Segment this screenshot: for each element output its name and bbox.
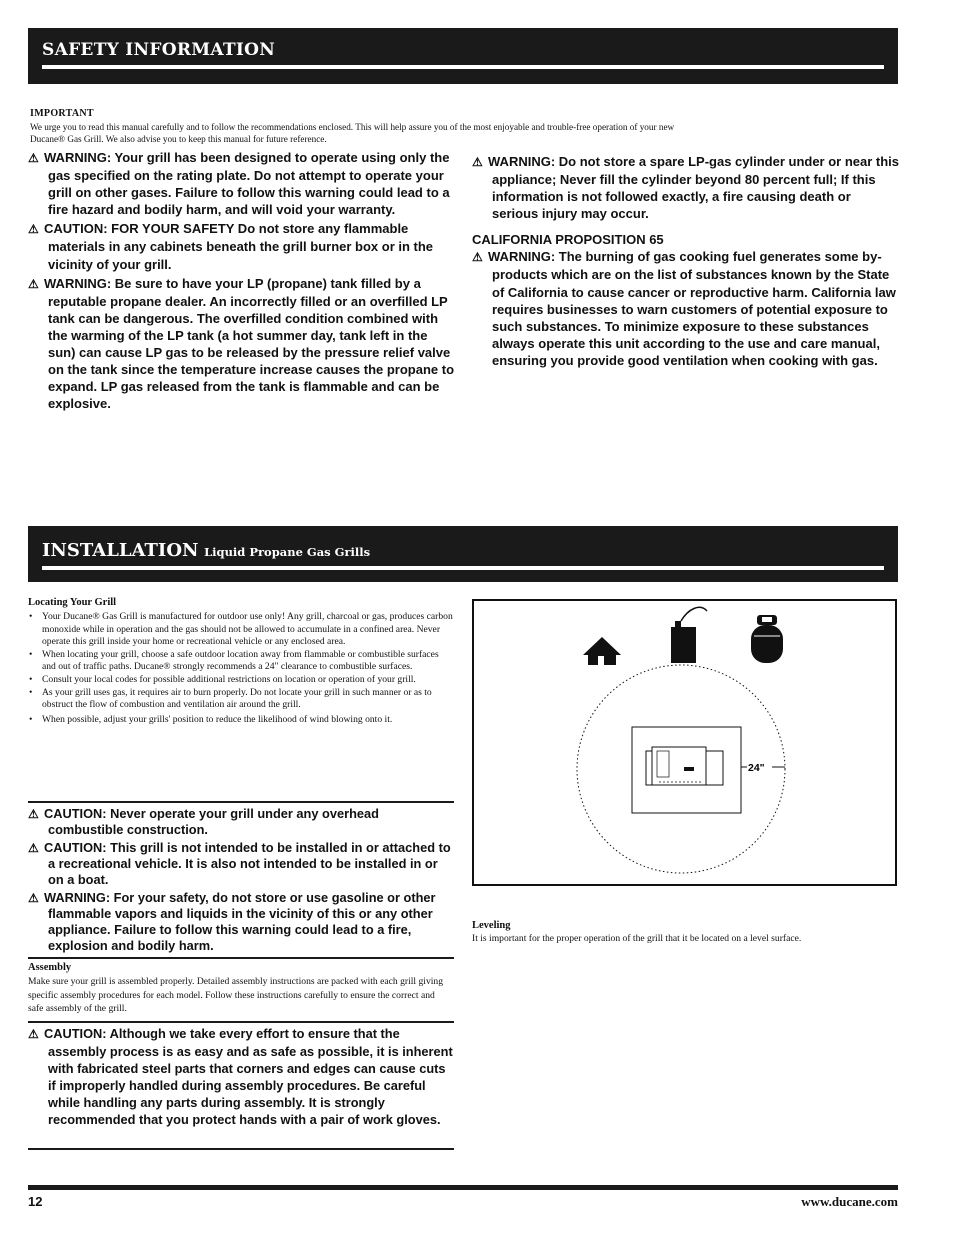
important-text-1: We urge you to read this manual carefully and to follow the recommendations enclosed. This will help assure you of the most enjoyable and trouble-free operation of your new: [30, 122, 675, 132]
divider: [28, 1021, 454, 1023]
footer-url[interactable]: www.ducane.com: [801, 1194, 898, 1209]
warning-text: CAUTION: This grill is not intended to be installed in or attached to a recreational vehicle. It is also not intended to be installed in or on a boat.: [44, 840, 451, 887]
installation-banner: [28, 526, 898, 582]
warning-triangle-icon: ⚠: [28, 1027, 39, 1041]
list-item: • When possible, adjust your grills' position to reduce the likelihood of wind blowing onto it.: [28, 712, 454, 728]
prop65-heading: CALIFORNIA PROPOSITION 65: [472, 232, 664, 248]
warning-lp-tank: [28, 275, 456, 413]
caution-rv-boat: [28, 840, 456, 888]
warning-triangle-icon: ⚠: [28, 276, 39, 291]
important-text-2: Ducane® Gas Grill. We also advise you to keep this manual for future reference.: [30, 134, 327, 144]
warning-text: WARNING: Your grill has been designed to operate using only the gas specified on the rating plate. Do not attempt to operate your grill on other gases. Failure to follow this warning could lead to a fire hazard and bodily harm, and will void your warranty.: [44, 150, 450, 218]
list-item: • Your Ducane® Gas Grill is manufactured for outdoor use only! Any grill, charcoal or gas, produces carbon monoxide while in operation and the gas should not be allowed to accumulate in a confined area. Never operate this grill inside your home or recreational vehicle or any enclosed area.: [28, 611, 454, 649]
propane-tank-icon: [751, 615, 783, 663]
warning-spare-cylinder: [472, 153, 900, 222]
grill-icon: [671, 607, 707, 663]
caution-flammable-storage: [28, 220, 456, 272]
safety-title: SAFETY INFORMATION: [42, 40, 276, 60]
footer-bar: [28, 1185, 898, 1190]
warning-text: WARNING: For your safety, do not store or use gasoline or other flammable vapors and liquids in the vicinity of this or any other appliance. Failure to follow this warning could lead to a fire, explosion and bodily harm.: [44, 890, 436, 953]
warning-triangle-icon: ⚠: [472, 250, 483, 265]
safety-left-column: [28, 149, 456, 412]
caution-overhead: [28, 806, 456, 838]
divider: [28, 801, 454, 803]
installation-title: [42, 540, 370, 561]
page-number: 12: [28, 1194, 43, 1209]
grill-top-view: [632, 727, 741, 813]
warning-gas-type: [28, 149, 456, 218]
clearance-label: 24": [748, 762, 765, 774]
list-item: • When locating your grill, choose a safe outdoor location away from flammable or combustible surfaces and out of traffic paths. Ducane® strongly recommends a 24" clearance to combustible surfaces.: [28, 649, 454, 674]
installation-title-main: INSTALLATION: [42, 540, 199, 561]
warning-triangle-icon: ⚠: [28, 841, 39, 855]
list-item: • Consult your local codes for possible additional restrictions on location or operation of your grill.: [28, 674, 454, 687]
locating-heading: Locating Your Grill: [28, 597, 117, 608]
divider: [28, 957, 454, 959]
clearance-diagram: [472, 599, 897, 886]
warning-text: CAUTION: Although we take every effort to ensure that the assembly process is as easy and as safe as possible, it is inherent with fabricated steel parts that corners and edges can cause cuts if improperly handled during assembly procedures. Be careful while handling any parts during assembly. It is strongly recommended that you protect hands with a pair of work gloves.: [44, 1026, 453, 1127]
clearance-diagram-svg: [474, 601, 895, 884]
warning-triangle-icon: ⚠: [472, 155, 483, 169]
leveling-heading: Leveling: [472, 920, 511, 931]
caution-assembly: [28, 1025, 456, 1128]
warning-triangle-icon: ⚠: [28, 807, 39, 821]
locating-list: [28, 611, 454, 728]
warning-triangle-icon: ⚠: [28, 891, 39, 905]
warning-prop65: [472, 248, 900, 369]
important-heading: IMPORTANT: [30, 108, 94, 119]
warning-gasoline: [28, 890, 456, 954]
list-item: • As your grill uses gas, it requires air to burn properly. Do not locate your grill in such manner or as to obstruct the flow of combustion and ventilation air around the grill.: [28, 687, 454, 712]
assembly-heading: Assembly: [28, 962, 72, 973]
warning-text: WARNING: Be sure to have your LP (propane) tank filled by a reputable propane dealer. An incorrectly filled or an overfilled LP tank can be dangerous. The overfilled condition combined with the warming of the LP tank (a hot summer day, tank left in the sun) can cause LP gas to be released by the pressure relief valve on the tank since the temperature increase causes the propane to expand. LP gas released from the tank is flammable and can be explosive.: [44, 275, 455, 412]
house-icon: [583, 637, 621, 665]
assembly-text: Make sure your grill is assembled properly. Detailed assembly instructions are packed with each grill giving specific assembly procedures for each model. Follow these instructions carefully to ensure the correct and safe assembly of the grill.: [28, 976, 443, 1014]
installation-subtitle: Liquid Propane Gas Grills: [204, 545, 371, 559]
safety-right-column: [472, 153, 900, 369]
installation-cautions: [28, 806, 456, 954]
warning-triangle-icon: ⚠: [28, 151, 39, 165]
warning-text: CAUTION: Never operate your grill under any overhead combustible construction.: [44, 806, 379, 837]
divider: [28, 1148, 454, 1150]
warning-text: CAUTION: FOR YOUR SAFETY Do not store any flammable materials in any cabinets beneath the grill burner box or in the vicinity of your grill.: [44, 221, 434, 272]
leveling-text: It is important for the proper operation of the grill that it be located on a level surface.: [472, 933, 802, 944]
warning-text: WARNING: Do not store a spare LP-gas cylinder under or near this appliance; Never fill the cylinder beyond 80 percent full; If this information is not followed exactly, a fire causing death or serious injury may occur.: [488, 154, 900, 222]
assembly-caution-block: [28, 1025, 456, 1128]
warning-triangle-icon: ⚠: [28, 222, 39, 237]
safety-banner: [28, 28, 898, 84]
warning-text: WARNING: The burning of gas cooking fuel generates some by-products which are on the list of substances known by the State of California to cause cancer or reproductive harm. California law requires businesses to warn customers of potential exposure to such substances. To minimize exposure to these substances always operate this unit according to the use and care manual, ensuring you provide good ventilation when cooking with gas.: [488, 249, 896, 368]
